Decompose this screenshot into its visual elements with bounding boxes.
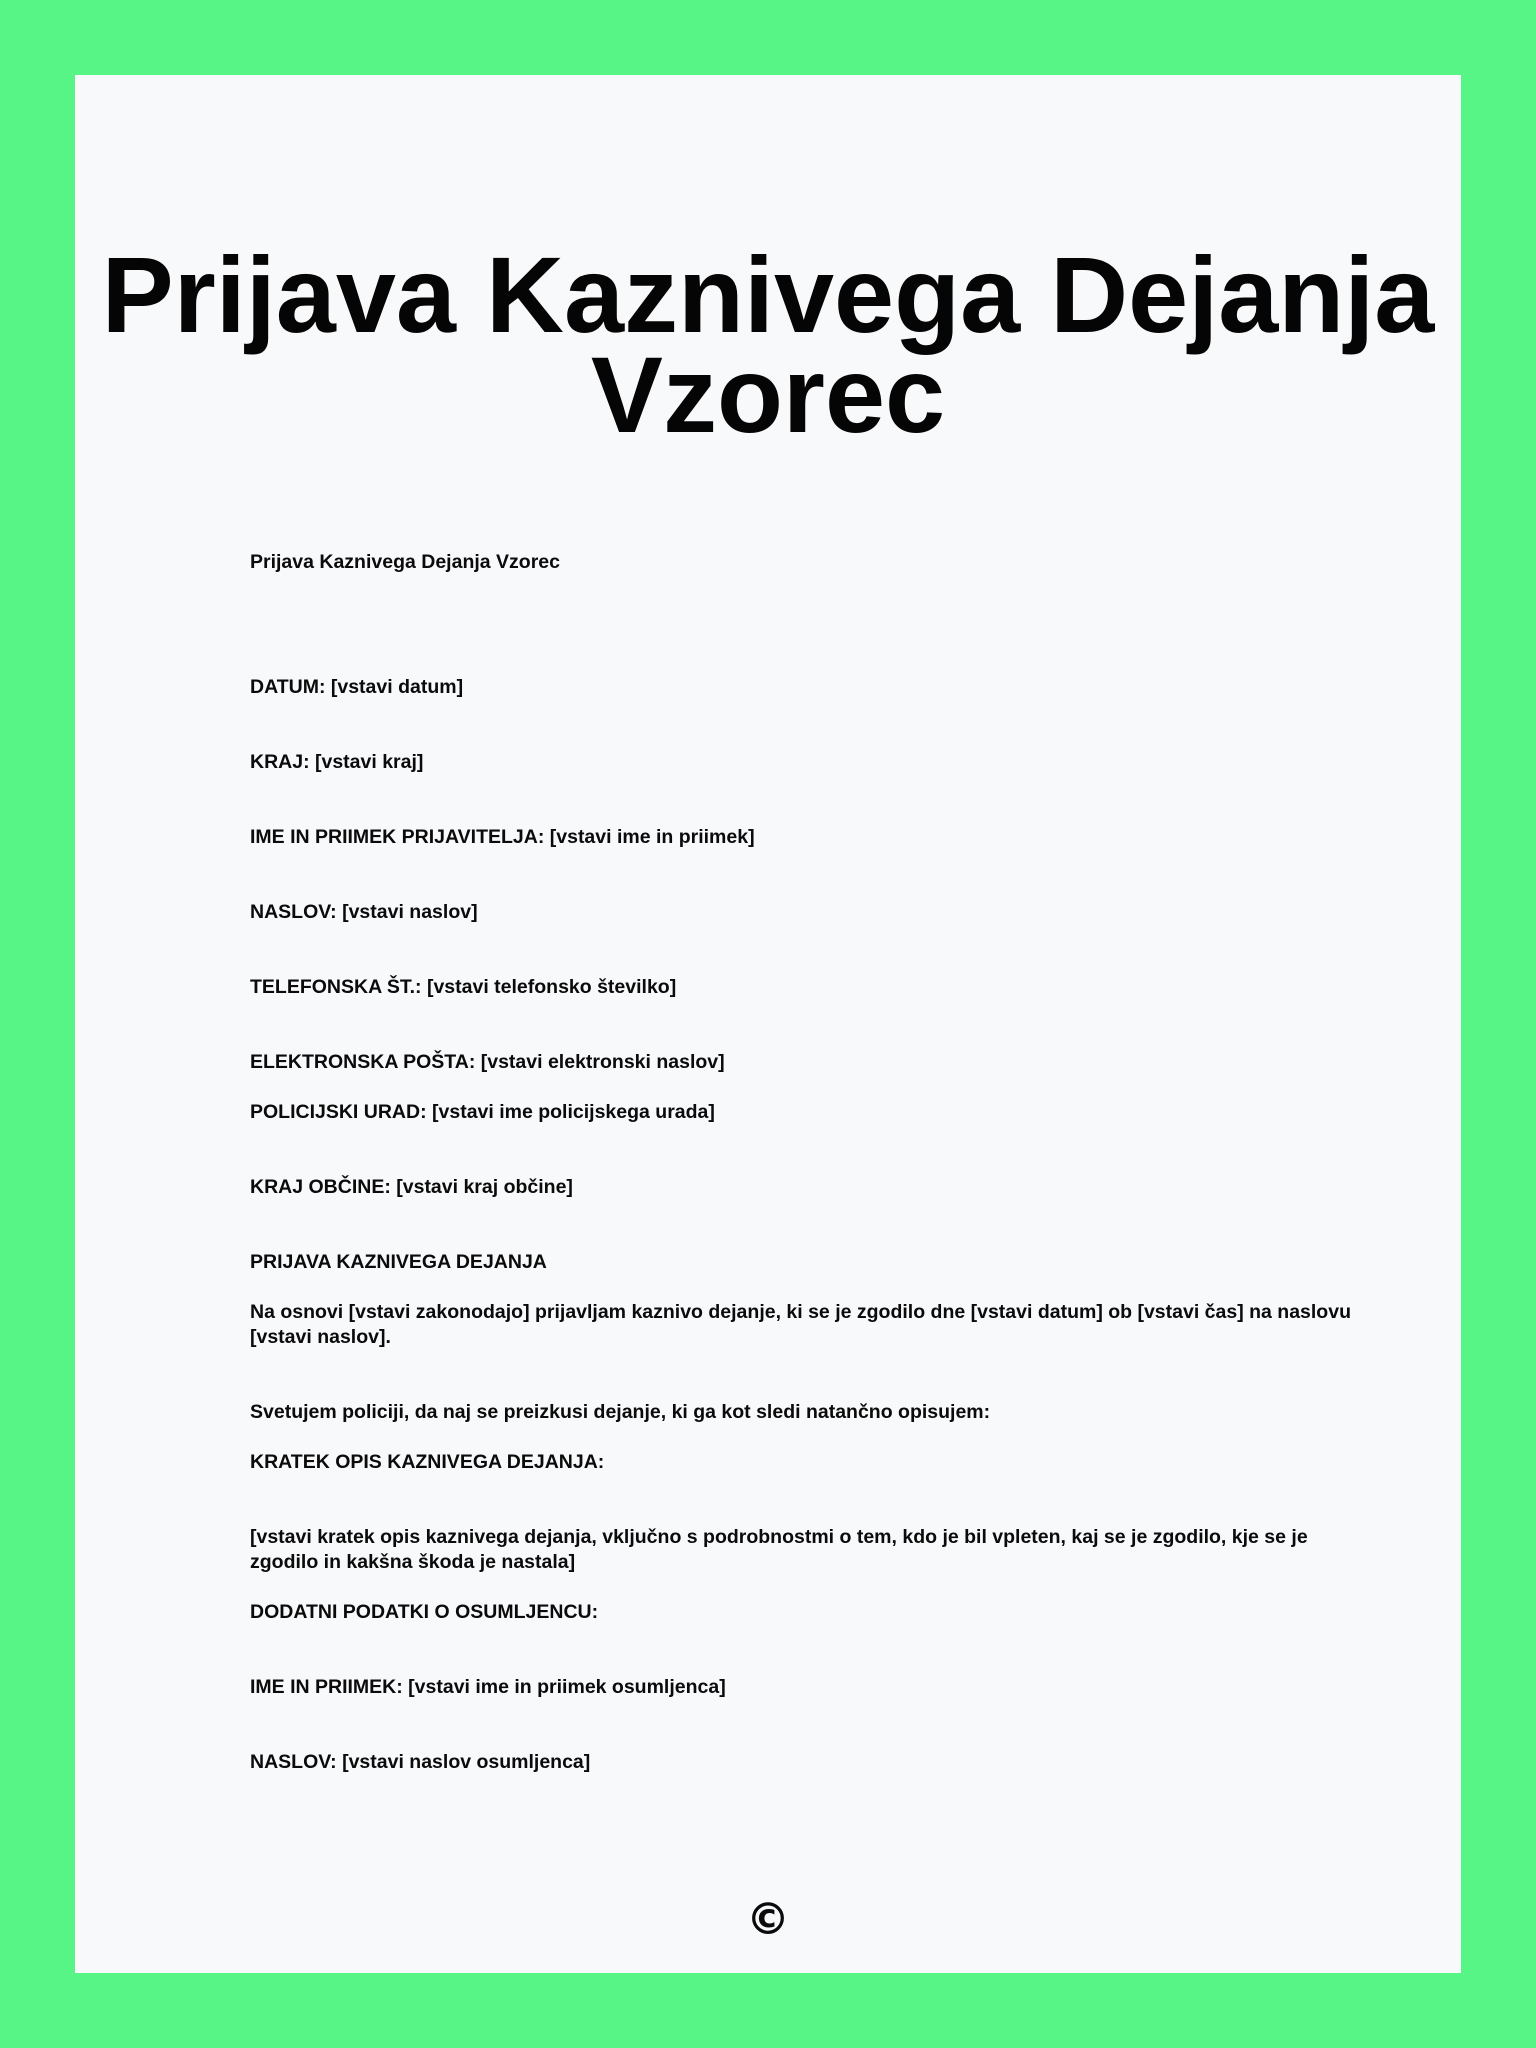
document-subtitle: Prijava Kaznivega Dejanja Vzorec <box>250 551 560 573</box>
field-kraj: KRAJ: [vstavi kraj] <box>250 751 424 773</box>
paragraph-advice: Svetujem policiji, da naj se preizkusi dejanje, ki ga kot sledi natančno opisujem: <box>250 1401 991 1423</box>
suspect-name: IME IN PRIIMEK: [vstavi ime in priimek osumljenca] <box>250 1676 726 1698</box>
document-title: Prijava Kaznivega Dejanja Vzorec <box>101 234 1435 455</box>
suspect-heading: DODATNI PODATKI O OSUMLJENCU: <box>250 1601 599 1623</box>
field-email: ELEKTRONSKA POŠTA: [vstavi elektronski naslov] <box>250 1051 725 1073</box>
field-kraj-obcine: KRAJ OBČINE: [vstavi kraj občine] <box>250 1176 573 1198</box>
field-telefon: TELEFONSKA ŠT.: [vstavi telefonsko številko] <box>250 976 677 998</box>
copyright-icon: © <box>746 1894 790 1945</box>
field-naslov: NASLOV: [vstavi naslov] <box>250 901 478 923</box>
section-heading: PRIJAVA KAZNIVEGA DEJANJA <box>250 1251 547 1273</box>
field-policijski-urad: POLICIJSKI URAD: [vstavi ime policijskega urada] <box>250 1101 715 1123</box>
document-page <box>75 75 1461 1973</box>
field-ime-prijavitelja: IME IN PRIIMEK PRIJAVITELJA: [vstavi ime in priimek] <box>250 826 755 848</box>
short-description-heading: KRATEK OPIS KAZNIVEGA DEJANJA: <box>250 1451 605 1473</box>
field-datum: DATUM: [vstavi datum] <box>250 676 464 698</box>
short-description-text: [vstavi kratek opis kaznivega dejanja, vključno s podrobnostmi o tem, kdo je bil vpleten, kaj se je zgodilo, kje se je zgodilo in kakšna škoda je nastala] <box>250 1526 1308 1573</box>
suspect-address: NASLOV: [vstavi naslov osumljenca] <box>250 1751 591 1773</box>
paragraph-basis: Na osnovi [vstavi zakonodajo] prijavljam kaznivo dejanje, ki se je zgodilo dne [vstavi datum] ob [vstavi čas] na naslovu [vstavi naslov]. <box>250 1301 1351 1348</box>
